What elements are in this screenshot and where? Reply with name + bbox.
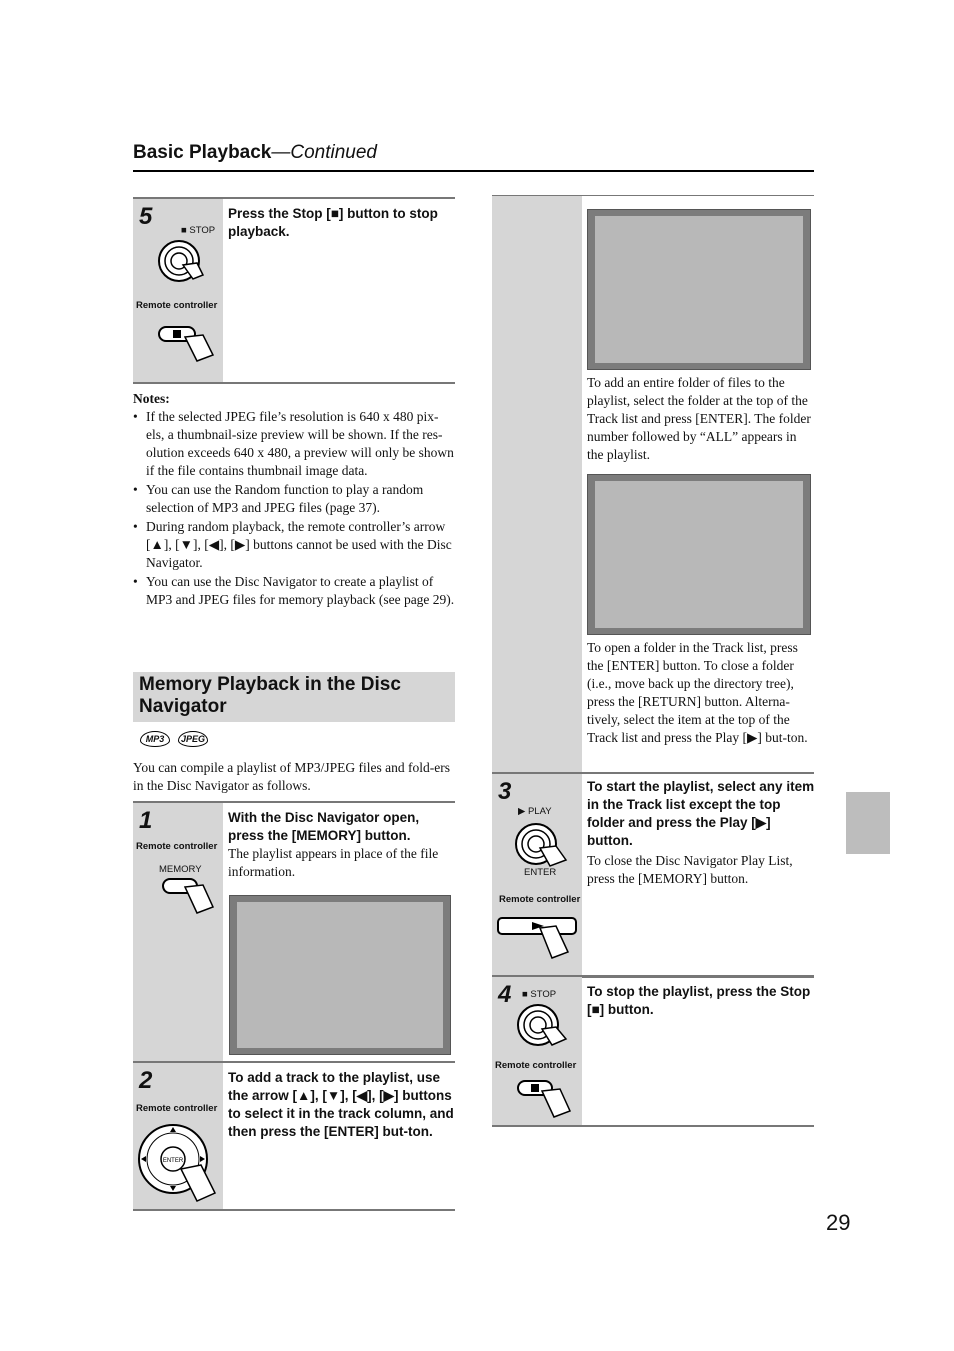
remote-button-icon (153, 235, 213, 291)
notes-heading: Notes: (133, 391, 170, 406)
note-item: • During random playback, the remote controller’s arrow [▲], [▼], [◀], [▶] buttons cannot be used with the Disc Navigator. (146, 518, 455, 572)
stop-button-label: ■ STOP (181, 225, 216, 236)
step-1-note: The playlist appears in place of the file information. (228, 846, 439, 879)
disc-navigator-screenshot (587, 474, 811, 635)
chapter-tab (846, 792, 890, 854)
remote-controller-label: Remote controller (136, 300, 218, 311)
remote-controller-label: Remote controller (495, 1060, 577, 1071)
memory-press-icon (161, 875, 217, 925)
step-5-row (133, 197, 455, 384)
step-number: 4 (498, 981, 512, 1008)
note-item: • If the selected JPEG file’s resolution is 640 x 480 pix-els, a thumbnail-size preview will be shown. If the res-olution exceeds 640 x 480, a preview will only be shown if the file contains thumbnail image data. (146, 408, 455, 480)
memory-button-label: MEMORY (159, 864, 202, 875)
disc-navigator-screenshot (229, 895, 451, 1055)
enter-label: ENTER (162, 1158, 184, 1164)
play-button-label: ▶ PLAY (518, 806, 552, 817)
disc-navigator-screenshot (587, 209, 811, 370)
remote-button-icon (512, 999, 572, 1055)
step-2-instruction: To add a track to the playlist, use the arrow [▲], [▼], [◀], [▶] buttons to select it in the track column, and then press the [ENTER] but-ton. (228, 1070, 454, 1139)
step-number: 1 (139, 807, 153, 834)
step-number: 3 (498, 778, 512, 805)
remote-controller-label: Remote controller (136, 841, 218, 852)
step-4-row (492, 975, 814, 1127)
step-4-instruction: To stop the playlist, press the Stop [■] button. (587, 984, 811, 1017)
right-grey-band (492, 195, 582, 773)
step-1-cell (133, 803, 223, 1061)
enter-label: ENTER (524, 867, 557, 878)
remote-controller-label: Remote controller (136, 1103, 218, 1114)
note-item: • You can use the Disc Navigator to create a playlist of MP3 and JPEG files for memory playback (see page 29). (146, 573, 455, 609)
page-number: 29 (826, 1210, 851, 1235)
step-2-cell (133, 1063, 223, 1209)
step-4-cell (492, 977, 582, 1125)
right-top-rule (492, 195, 814, 196)
step-3-cell (492, 774, 582, 976)
step-3-note: To close the Disc Navigator Play List, press the [MEMORY] button. (587, 853, 793, 886)
notes (133, 390, 455, 610)
step-3-instruction: To start the playlist, select any item in the Track list except the top folder and press the Play [▶] button. (587, 779, 815, 848)
section-title-box (133, 672, 455, 722)
section-title: Memory Playback in the Disc Navigator (139, 674, 401, 717)
step-5-instruction: Press the Stop [■] button to stop playback. (228, 206, 438, 239)
header-rule (133, 170, 814, 172)
stop-press-icon (516, 1077, 576, 1123)
right-paragraph-1: To add an entire folder of files to the playlist, select the folder at the top of the Track list and press [ENTER]. The folder number followed by “ALL” appears in the playlist. (587, 375, 811, 462)
step-number: 2 (139, 1067, 153, 1094)
mp3-badge: MP3 (140, 731, 170, 747)
step-5-cell (133, 199, 223, 382)
section-intro: You can compile a playlist of MP3/JPEG files and fold-ers in the Disc Navigator as follows. (133, 760, 450, 793)
step-number: 5 (139, 203, 153, 230)
page-header: Basic Playback—Continued (133, 142, 377, 163)
step-1-instruction: With the Disc Navigator open, press the [MEMORY] button. (228, 810, 420, 843)
play-press-icon (496, 914, 582, 968)
step-2-row (133, 1061, 455, 1211)
arrow-pad-icon (135, 1123, 219, 1205)
stop-press-icon (157, 321, 221, 369)
note-item: • You can use the Random function to play a random selection of MP3 and JPEG files (page 37). (146, 481, 455, 517)
step-3-row (492, 772, 814, 978)
remote-controller-label: Remote controller (499, 894, 581, 905)
jpeg-badge: JPEG (178, 731, 208, 747)
stop-button-label: ■ STOP (522, 989, 557, 1000)
step-1-row (133, 801, 455, 1063)
right-paragraph-2: To open a folder in the Track list, press the [ENTER] button. To close a folder (i.e., move back up the directory tree), press the [RETURN] button. Alterna-tively, select the item at the top of the Track list and press the Play [▶] but-ton. (587, 640, 808, 745)
